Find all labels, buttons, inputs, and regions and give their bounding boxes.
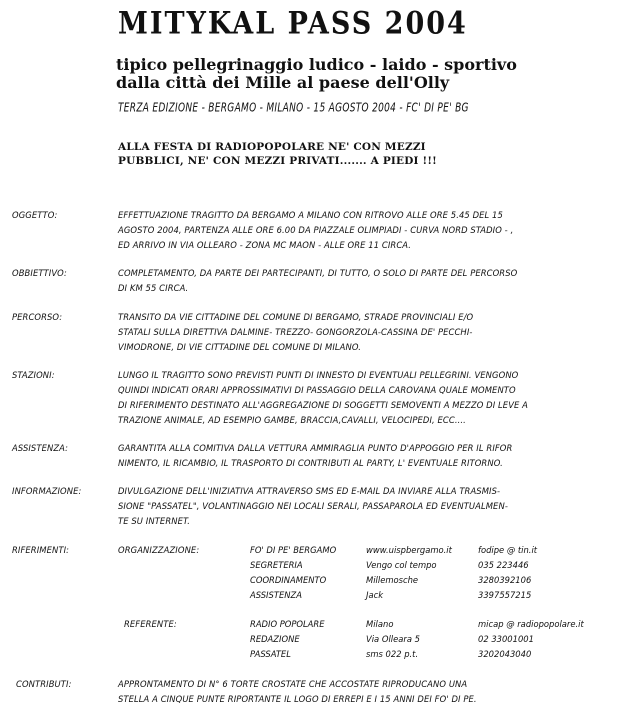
org-row-3-contact: Millemosche [366,575,419,585]
org-row-2-role: SEGRETERIA [250,560,303,570]
label-informazione: INFORMAZIONE: [12,486,82,496]
ref-row-1-ref: micap @ radiopopolare.it [478,619,584,629]
assistenza-line-2: NIMENTO, IL RICAMBIO, IL TRASPORTO DI CONTRIBUTI AL PARTY, L' EVENTUALE RITORNO. [118,458,503,468]
org-row-4-contact: Jack [366,590,384,600]
org-row-1-contact: www.uispbergamo.it [366,545,452,555]
festa-line-2: PUBBLICI, NE' CON MEZZI PRIVATI....... A PIEDI !!! [118,155,437,167]
festa-line-1: ALLA FESTA DI RADIOPOPOLARE NE' CON MEZZI [118,141,426,153]
informazione-line-2: SIONE "PASSATEL", VOLANTINAGGIO NEI LOCALI SERALI, PASSAPAROLA ED EVENTUALMEN- [118,501,508,511]
label-percorso: PERCORSO: [12,312,63,322]
subtitle-line-2: dalla città dei Mille al paese dell'Olly [116,73,450,92]
percorso-line-2: STATALI SULLA DIRETTIVA DALMINE- TREZZO- GONGORZOLA-CASSINA DE' PECCHI- [118,327,473,337]
ref-row-2-role: REDAZIONE [250,634,300,644]
oggetto-line-3: ED ARRIVO IN VIA OLLEARO - ZONA MC MAON - ALLE ORE 11 CIRCA. [118,240,412,250]
ref-row-2-ref: 02 33001001 [478,634,534,644]
org-row-4-ref: 3397557215 [478,590,532,600]
label-assistenza: ASSISTENZA: [12,443,69,453]
label-oggetto: OGGETTO: [12,210,58,220]
informazione-line-3: TE SU INTERNET. [118,516,190,526]
org-row-4-role: ASSISTENZA [250,590,302,600]
org-row-1-role: FO' DI PE' BERGAMO [250,545,337,555]
informazione-line-1: DIVULGAZIONE DELL'INIZIATIVA ATTRAVERSO SMS ED E-MAIL DA INVIARE ALLA TRASMIS- [118,486,501,496]
label-stazioni: STAZIONI: [12,370,55,380]
ref-row-3-role: PASSATEL [250,649,291,659]
subtitle-line-1: tipico pellegrinaggio ludico - laido - sportivo [116,55,517,74]
label-riferimenti: RIFERIMENTI: [12,545,70,555]
stazioni-line-2: QUINDI INDICATI ORARI APPROSSIMATIVI DI PASSAGGIO DELLA CAROVANA QUALE MOMENTO [118,385,516,395]
ref-row-2-contact: Via Olleara 5 [366,634,420,644]
edition-line: TERZA EDIZIONE - BERGAMO - MILANO - 15 AGOSTO 2004 - FC' DI PE' BG [118,102,469,116]
organizzazione-heading: ORGANIZZAZIONE: [118,545,200,555]
label-contributi: CONTRIBUTI: [16,679,72,689]
org-row-3-role: COORDINAMENTO [250,575,327,585]
percorso-line-1: TRANSITO DA VIE CITTADINE DEL COMUNE DI BERGAMO, STRADE PROVINCIALI E/O [118,312,474,322]
ref-row-3-ref: 3202043040 [478,649,532,659]
contributi-line-2: STELLA A CINQUE PUNTE RIPORTANTE IL LOGO DI ERREPI E I 15 ANNI DEI FO' DI PE. [118,694,477,704]
org-row-3-ref: 3280392106 [478,575,532,585]
org-row-1-ref: fodipe @ tin.it [478,545,538,555]
obbiettivo-line-2: DI KM 55 CIRCA. [118,283,189,293]
stazioni-line-1: LUNGO IL TRAGITTO SONO PREVISTI PUNTI DI INNESTO DI EVENTUALI PELLEGRINI. VENGONO [118,370,519,380]
ref-row-1-role: RADIO POPOLARE [250,619,325,629]
percorso-line-3: VIMODRONE, DI VIE CITTADINE DEL COMUNE DI MILANO. [118,342,361,352]
org-row-2-ref: 035 223446 [478,560,529,570]
oggetto-line-2: AGOSTO 2004, PARTENZA ALLE ORE 6.00 DA PIAZZALE OLIMPIADI - CURVA NORD STADIO - , [118,225,514,235]
contributi-line-1: APPRONTAMENTO DI N° 6 TORTE CROSTATE CHE ACCOSTATE RIPRODUCANO UNA [118,679,468,689]
ref-row-1-contact: Milano [366,619,394,629]
assistenza-line-1: GARANTITA ALLA COMITIVA DALLA VETTURA AMMIRAGLIA PUNTO D'APPOGGIO PER IL RIFOR [118,443,513,453]
page-title: MITYKAL PASS 2004 [118,6,468,42]
referente-heading: REFERENTE: [124,619,177,629]
stazioni-line-3: DI RIFERIMENTO DESTINATO ALL'AGGREGAZIONE DI SOGGETTI SEMOVENTI A MEZZO DI LEVE A [118,400,529,410]
stazioni-line-4: TRAZIONE ANIMALE, AD ESEMPIO GAMBE, BRACCIA,CAVALLI, VELOCIPEDI, ECC.... [118,415,466,425]
label-obbiettivo: OBBIETTIVO: [12,268,67,278]
org-row-2-contact: Vengo col tempo [366,560,437,570]
obbiettivo-line-1: COMPLETAMENTO, DA PARTE DEI PARTECIPANTI, DI TUTTO, O SOLO DI PARTE DEL PERCORSO [118,268,518,278]
ref-row-3-contact: sms 022 p.t. [366,649,419,659]
oggetto-line-1: EFFETTUAZIONE TRAGITTO DA BERGAMO A MILANO CON RITROVO ALLE ORE 5.45 DEL 15 [118,210,503,220]
